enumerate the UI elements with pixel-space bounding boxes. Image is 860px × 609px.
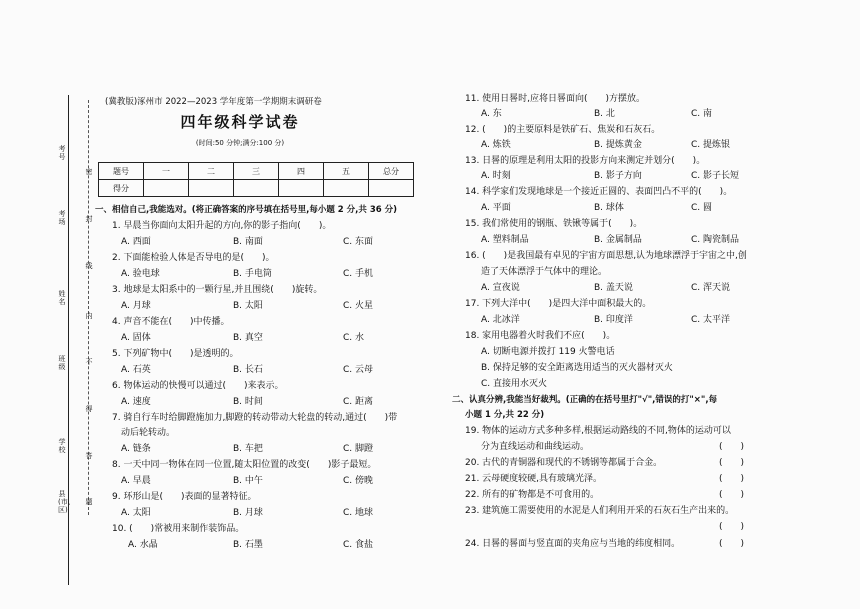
field-exam-number: 考号 bbox=[58, 145, 66, 161]
tf-question-19: 19. 物体的运动方式多种多样,根据运动路线的不同,物体的运动可以 bbox=[465, 426, 731, 436]
option-a: A. 时刻 bbox=[481, 171, 511, 181]
tf-question-22: 22. 所有的矿物都是不可食用的。 bbox=[465, 490, 600, 500]
question-9: 9. 环形山是( )表面的显著特征。 bbox=[112, 492, 257, 502]
option-c: C. 提炼银 bbox=[691, 140, 731, 150]
option-c: C. 浑天说 bbox=[691, 283, 731, 293]
seal-char: 不 bbox=[85, 358, 93, 366]
option-c: C. 水 bbox=[343, 333, 365, 343]
option-a: A. 验电球 bbox=[121, 269, 160, 279]
exam-header: (冀教版)涿州市 2022—2023 学年度第一学期期末调研卷 bbox=[105, 97, 322, 107]
field-name: 姓名 bbox=[58, 290, 66, 306]
option-b: B. 车把 bbox=[233, 444, 263, 454]
option-c: C. 距离 bbox=[343, 397, 374, 407]
option-a: A. 石英 bbox=[121, 365, 151, 375]
option-b: B. 真空 bbox=[233, 333, 263, 343]
seal-char: 内 bbox=[85, 312, 93, 320]
option-c: C. 南 bbox=[691, 109, 713, 119]
answer-paren[interactable]: ( ) bbox=[719, 539, 745, 549]
question-12: 12. ( )的主要原料是铁矿石、焦炭和石灰石。 bbox=[465, 125, 661, 135]
page-title: 四年级科学试卷 bbox=[180, 113, 300, 131]
option-b: B. 印度洋 bbox=[594, 315, 633, 325]
question-5: 5. 下列矿物中( )是透明的。 bbox=[112, 349, 239, 359]
option-a: A. 水晶 bbox=[128, 540, 158, 550]
question-7-cont: 动后轮转动。 bbox=[121, 428, 176, 438]
option-a: A. 速度 bbox=[121, 397, 151, 407]
question-17: 17. 下列大洋中( )是四大洋中面积最大的。 bbox=[465, 299, 652, 309]
score-cell: 得分 bbox=[99, 180, 144, 197]
question-18: 18. 家用电器着火时我们不应( )。 bbox=[465, 331, 616, 341]
exam-subtitle: (时间:50 分钟;满分:100 分) bbox=[195, 139, 285, 147]
tf-question-24: 24. 日晷的晷面与竖直面的夹角应与当地的纬度相同。 bbox=[465, 539, 681, 549]
option-a: A. 链条 bbox=[121, 444, 151, 454]
option-c: C. 手机 bbox=[343, 269, 374, 279]
option-b: B. 时间 bbox=[233, 397, 263, 407]
option-b: B. 影子方向 bbox=[594, 171, 642, 181]
score-cell: 五 bbox=[324, 163, 369, 180]
option-a: A. 月球 bbox=[121, 301, 151, 311]
option-c: C. 陶瓷制品 bbox=[691, 235, 740, 245]
field-exam-room: 考场 bbox=[58, 210, 66, 226]
field-county: 县(市、区) bbox=[58, 490, 75, 514]
question-15: 15. 我们常使用的钢瓶、铁锹等属于( )。 bbox=[465, 219, 643, 229]
question-4: 4. 声音不能在( )中传播。 bbox=[112, 317, 230, 327]
option-a: A. 早晨 bbox=[121, 476, 151, 486]
option-c: C. 傍晚 bbox=[343, 476, 374, 486]
option-b: B. 南面 bbox=[233, 237, 263, 247]
option-c: C. 太平洋 bbox=[691, 315, 731, 325]
option-a: A. 塑料制品 bbox=[481, 235, 529, 245]
option-b: B. 太阳 bbox=[233, 301, 263, 311]
seal-char: 封 bbox=[85, 215, 93, 223]
option-c: C. 脚蹬 bbox=[343, 444, 374, 454]
score-input[interactable] bbox=[279, 180, 324, 197]
section-1-heading: 一、相信自己,我能选对。(将正确答案的序号填在括号里,每小题 2 分,共 36 分) bbox=[95, 205, 398, 215]
option-a: A. 炼铁 bbox=[481, 140, 511, 150]
section-2-heading: 二、认真分辨,我能当好裁判。(正确的在括号里打"√",错误的打"×",每 bbox=[452, 395, 718, 405]
option-b: B. 石墨 bbox=[233, 540, 263, 550]
answer-paren[interactable]: ( ) bbox=[719, 474, 745, 484]
answer-paren[interactable]: ( ) bbox=[719, 522, 745, 532]
option-b: B. 长石 bbox=[233, 365, 263, 375]
question-10: 10. ( )常被用来制作装饰品。 bbox=[112, 524, 245, 534]
tf-question-21: 21. 云母硬度较硬,具有玻璃光泽。 bbox=[465, 474, 603, 484]
option-a: A. 平面 bbox=[481, 203, 511, 213]
option-c: C. 云母 bbox=[343, 365, 374, 375]
score-input[interactable] bbox=[189, 180, 234, 197]
tf-question-20: 20. 古代的青铜器和现代的不锈钢等都属于合金。 bbox=[465, 458, 663, 468]
field-school: 学校 bbox=[58, 438, 66, 454]
option-c: C. 东面 bbox=[343, 237, 374, 247]
score-cell: 二 bbox=[189, 163, 234, 180]
option-b: B. 提炼黄金 bbox=[594, 140, 642, 150]
tf-question-23: 23. 建筑施工需要使用的水泥是人们利用开采的石灰石生产出来的。 bbox=[465, 506, 735, 516]
question-6: 6. 物体运动的快慢可以通过( )来表示。 bbox=[112, 381, 284, 391]
score-header-row bbox=[99, 163, 414, 180]
option-a: A. 太阳 bbox=[121, 508, 151, 518]
score-input[interactable] bbox=[369, 180, 414, 197]
option-b: B. 金属制品 bbox=[594, 235, 642, 245]
score-input[interactable] bbox=[144, 180, 189, 197]
question-1: 1. 早晨当你面向太阳升起的方向,你的影子指向( )。 bbox=[112, 221, 332, 231]
option-b: B. 球体 bbox=[594, 203, 624, 213]
option-a: A. 固体 bbox=[121, 333, 151, 343]
margin-line-outer bbox=[68, 95, 69, 585]
option-a: A. 切断电源并拨打 119 火警电话 bbox=[481, 347, 615, 357]
option-b: B. 北 bbox=[594, 109, 615, 119]
score-table bbox=[98, 162, 414, 197]
question-16: 16. ( )是我国最有卓见的宇宙方面思想,认为地球漂浮于宇宙之中,创 bbox=[465, 251, 747, 261]
answer-paren[interactable]: ( ) bbox=[719, 458, 745, 468]
score-cell: 总分 bbox=[369, 163, 414, 180]
option-b: B. 中午 bbox=[233, 476, 263, 486]
section-2-heading-cont: 小题 1 分,共 22 分) bbox=[465, 410, 545, 420]
question-2: 2. 下面能检验人体是否导电的是( )。 bbox=[112, 253, 275, 263]
option-c: C. 食盐 bbox=[343, 540, 374, 550]
score-cell: 题号 bbox=[99, 163, 144, 180]
seal-char: 答 bbox=[85, 452, 93, 460]
answer-paren[interactable]: ( ) bbox=[719, 490, 745, 500]
option-b: B. 盖天说 bbox=[594, 283, 633, 293]
answer-paren[interactable]: ( ) bbox=[719, 442, 745, 452]
score-row bbox=[99, 180, 414, 197]
option-b: B. 保持足够的安全距离选用适当的灭火器材灭火 bbox=[481, 363, 673, 373]
seal-char: 密 bbox=[85, 168, 93, 176]
score-input[interactable] bbox=[234, 180, 279, 197]
tf-question-19-cont: 分为直线运动和曲线运动。 bbox=[481, 442, 590, 452]
option-a: A. 北冰洋 bbox=[481, 315, 520, 325]
option-c: C. 圆 bbox=[691, 203, 713, 213]
option-c: C. 火星 bbox=[343, 301, 374, 311]
question-8: 8. 一天中同一物体在同一位置,随太阳位置的改变( )影子最短。 bbox=[112, 460, 377, 470]
seal-char: 线 bbox=[85, 262, 93, 270]
option-a: A. 东 bbox=[481, 109, 502, 119]
score-cell: 一 bbox=[144, 163, 189, 180]
option-b: B. 月球 bbox=[233, 508, 263, 518]
seal-char: 得 bbox=[85, 405, 93, 413]
option-a: A. 宣夜说 bbox=[481, 283, 520, 293]
question-14: 14. 科学家们发现地球是一个接近正圆的、表面凹凸不平的( )。 bbox=[465, 187, 733, 197]
score-input[interactable] bbox=[324, 180, 369, 197]
option-c: C. 地球 bbox=[343, 508, 374, 518]
option-c: C. 影子长短 bbox=[691, 171, 740, 181]
question-7: 7. 骑自行车时给脚蹬施加力,脚蹬的转动带动大轮盘的转动,通过( )带 bbox=[112, 413, 398, 423]
field-class: 班级 bbox=[58, 355, 66, 371]
option-b: B. 手电筒 bbox=[233, 269, 272, 279]
score-cell: 四 bbox=[279, 163, 324, 180]
option-a: A. 西面 bbox=[121, 237, 151, 247]
score-cell: 三 bbox=[234, 163, 279, 180]
option-c: C. 直接用水灭火 bbox=[481, 379, 548, 389]
question-16-cont: 造了天体漂浮于气体中的理论。 bbox=[481, 267, 608, 277]
question-13: 13. 日晷的原理是利用太阳的投影方向来测定并划分( )。 bbox=[465, 156, 706, 166]
seal-char: 题 bbox=[85, 498, 93, 506]
question-3: 3. 地球是太阳系中的一颗行星,并且围绕( )旋转。 bbox=[112, 285, 323, 295]
question-11: 11. 使用日晷时,应将日晷面向( )方摆放。 bbox=[465, 94, 646, 104]
